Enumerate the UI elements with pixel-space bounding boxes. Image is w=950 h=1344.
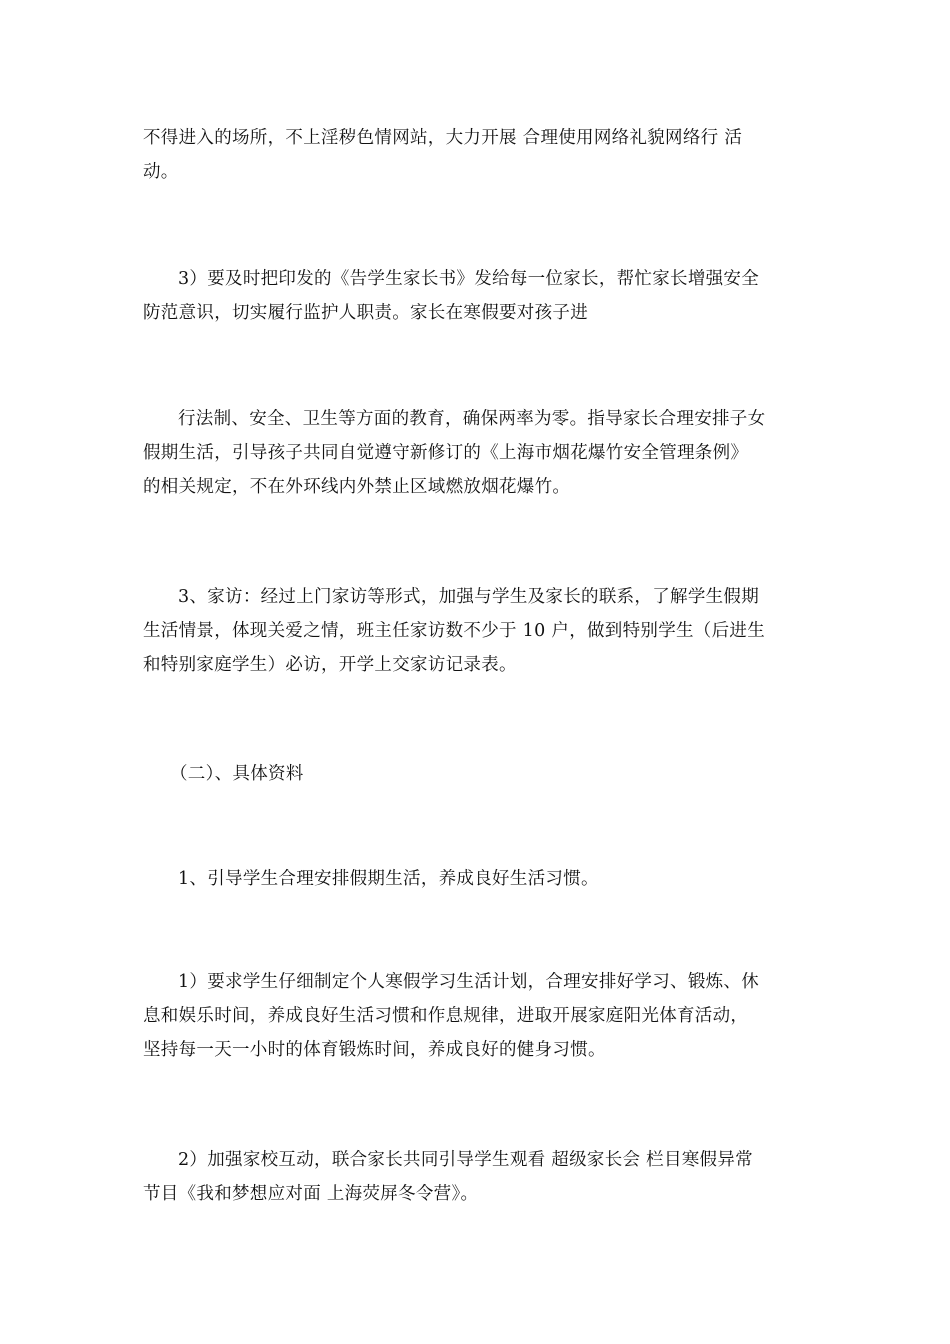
text-line: 2）加强家校互动，联合家长共同引导学生观看 超级家长会 栏目寒假异常 [178, 1150, 753, 1170]
paragraph-parent-letter [143, 262, 808, 330]
text-line: （二）、具体资料 [170, 764, 304, 784]
text-line: 1、引导学生合理安排假期生活，养成良好生活习惯。 [178, 869, 599, 889]
text-line: 行法制、安全、卫生等方面的教育，确保两率为零。指导家长合理安排子女 [178, 409, 766, 429]
text-line: 不得进入的场所，不上淫秽色情网站，大力开展 合理使用网络礼貌网络行 活 [143, 128, 743, 148]
text-line: 假期生活，引导孩子共同自觉遵守新修订的《上海市烟花爆竹安全管理条例》 [143, 443, 749, 463]
text-line: 息和娱乐时间，养成良好生活习惯和作息规律，进取开展家庭阳光体育活动， [143, 1006, 749, 1026]
text-line: 的相关规定，不在外环线内外禁止区域燃放烟花爆竹。 [143, 477, 571, 497]
text-line: 坚持每一天一小时的体育锻炼时间，养成良好的健身习惯。 [143, 1040, 606, 1060]
paragraph-safety-education [143, 402, 808, 504]
text-line: 1）要求学生仔细制定个人寒假学习生活计划，合理安排好学习、锻炼、休 [178, 972, 760, 992]
text-line: 动。 [143, 162, 179, 182]
paragraph-holiday-life [143, 862, 808, 896]
paragraph-internet-safety [143, 121, 808, 189]
text-line: 3）要及时把印发的《告学生家长书》发给每一位家长，帮忙家长增强安全 [178, 269, 760, 289]
text-line: 3、家访：经过上门家访等形式，加强与学生及家长的联系，了解学生假期 [178, 587, 760, 607]
paragraph-home-visits [143, 580, 808, 682]
paragraph-home-school-interaction [143, 1143, 808, 1211]
text-line: 节目《我和梦想应对面 上海荧屏冬令营》。 [143, 1184, 479, 1204]
text-line: 和特别家庭学生）必访，开学上交家访记录表。 [143, 655, 517, 675]
text-line: 生活情景，体现关爱之情，班主任家访数不少于 10 户，做到特别学生（后进生 [143, 621, 765, 641]
text-line: 防范意识，切实履行监护人职责。家长在寒假要对孩子进 [143, 303, 588, 323]
section-heading [143, 757, 808, 791]
paragraph-study-plan [143, 965, 808, 1067]
